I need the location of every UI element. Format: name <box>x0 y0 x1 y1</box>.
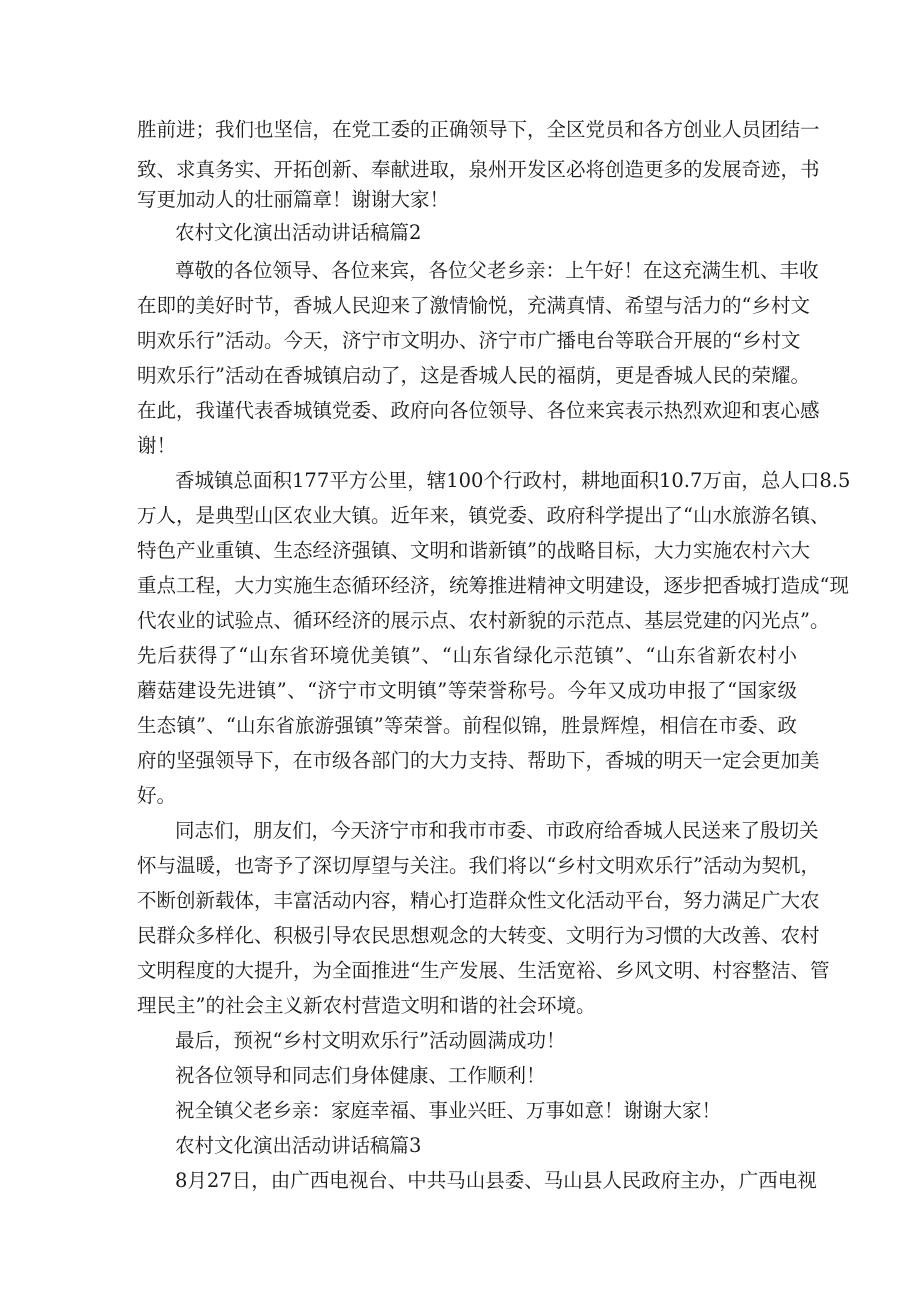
text-line: 明欢乐行”活动在香城镇启动了，这是香城人民的福荫，更是香城人民的荣耀。 <box>137 364 810 387</box>
text-line: 生态镇”、“山东省旅游强镇”等荣誉。前程似锦，胜景辉煌，相信在市委、政 <box>137 714 797 737</box>
text-line: 香城镇总面积177平方公里，辖100个行政村，耕地面积10.7万亩，总人口8.5 <box>175 469 851 492</box>
text-line: 致、求真务实、开拓创新、奉献进取，泉州开发区必将创造更多的发展奇迹，书 <box>137 158 820 181</box>
text-line: 怀与温暖，也寄予了深切厚望与关注。我们将以“乡村文明欢乐行”活动为契机， <box>137 854 820 877</box>
text-line: 最后，预祝“乡村文明欢乐行”活动圆满成功！ <box>175 1029 566 1052</box>
text-line: 8月27日，由广西电视台、中共马山县委、马山县人民政府主办，广西电视 <box>175 1169 817 1192</box>
text-line: 谢！ <box>137 434 177 457</box>
text-line: 府的坚强领导下，在市级各部门的大力支持、帮助下，香城的明天一定会更加美 <box>137 749 820 772</box>
text-line: 代农业的试验点、循环经济的展示点、农村新貌的示范点、基层党建的闪光点”。 <box>137 609 830 632</box>
text-line: 不断创新载体，丰富活动内容，精心打造群众性文化活动平台，努力满足广大农 <box>137 889 820 912</box>
text-line: 胜前进；我们也坚信，在党工委的正确领导下，全区党员和各方创业人员团结一 <box>137 118 820 141</box>
section-heading: 农村文化演出活动讲话稿篇3 <box>175 1134 422 1157</box>
text-line: 祝各位领导和同志们身体健康、工作顺利！ <box>175 1064 546 1087</box>
text-line: 明欢乐行”活动。今天，济宁市文明办、济宁市广播电台等联合开展的“乡村文 <box>137 329 801 352</box>
text-line: 文明程度的大提升，为全面推进“生产发展、生活宽裕、乡风文明、村容整洁、管 <box>137 959 830 982</box>
text-line: 蘑菇建设先进镇”、“济宁市文明镇”等荣誉称号。今年又成功申报了“国家级 <box>137 679 797 702</box>
text-line: 尊敬的各位领导、各位来宾，各位父老乡亲：上午好！在这充满生机、丰收 <box>175 259 819 282</box>
text-line: 理民主”的社会主义新农村营造文明和谐的社会环境。 <box>137 994 596 1017</box>
text-line: 重点工程，大力实施生态循环经济，统筹推进精神文明建设，逐步把香城打造成“现 <box>137 574 849 597</box>
text-line: 在即的美好时节，香城人民迎来了激情愉悦，充满真情、希望与活力的“乡村文 <box>137 294 810 317</box>
text-line: 好。 <box>137 784 177 807</box>
text-line: 写更加动人的壮丽篇章！谢谢大家！ <box>137 188 450 211</box>
text-line: 同志们，朋友们，今天济宁市和我市市委、市政府给香城人民送来了殷切关 <box>175 819 819 842</box>
section-heading: 农村文化演出活动讲话稿篇2 <box>175 221 422 244</box>
text-line: 先后获得了“山东省环境优美镇”、“山东省绿化示范镇”、“山东省新农村小 <box>137 644 797 667</box>
text-line: 万人，是典型山区农业大镇。近年来，镇党委、政府科学提出了“山水旅游名镇、 <box>137 504 830 527</box>
text-line: 特色产业重镇、生态经济强镇、文明和谐新镇”的战略目标，大力实施农村六大 <box>137 539 810 562</box>
text-line: 民群众多样化、积极引导农民思想观念的大转变、文明行为习惯的大改善、农村 <box>137 924 820 947</box>
text-line: 在此，我谨代表香城镇党委、政府向各位领导、各位来宾表示热烈欢迎和衷心感 <box>137 399 820 422</box>
text-line: 祝全镇父老乡亲：家庭幸福、事业兴旺、万事如意！谢谢大家！ <box>175 1099 722 1122</box>
